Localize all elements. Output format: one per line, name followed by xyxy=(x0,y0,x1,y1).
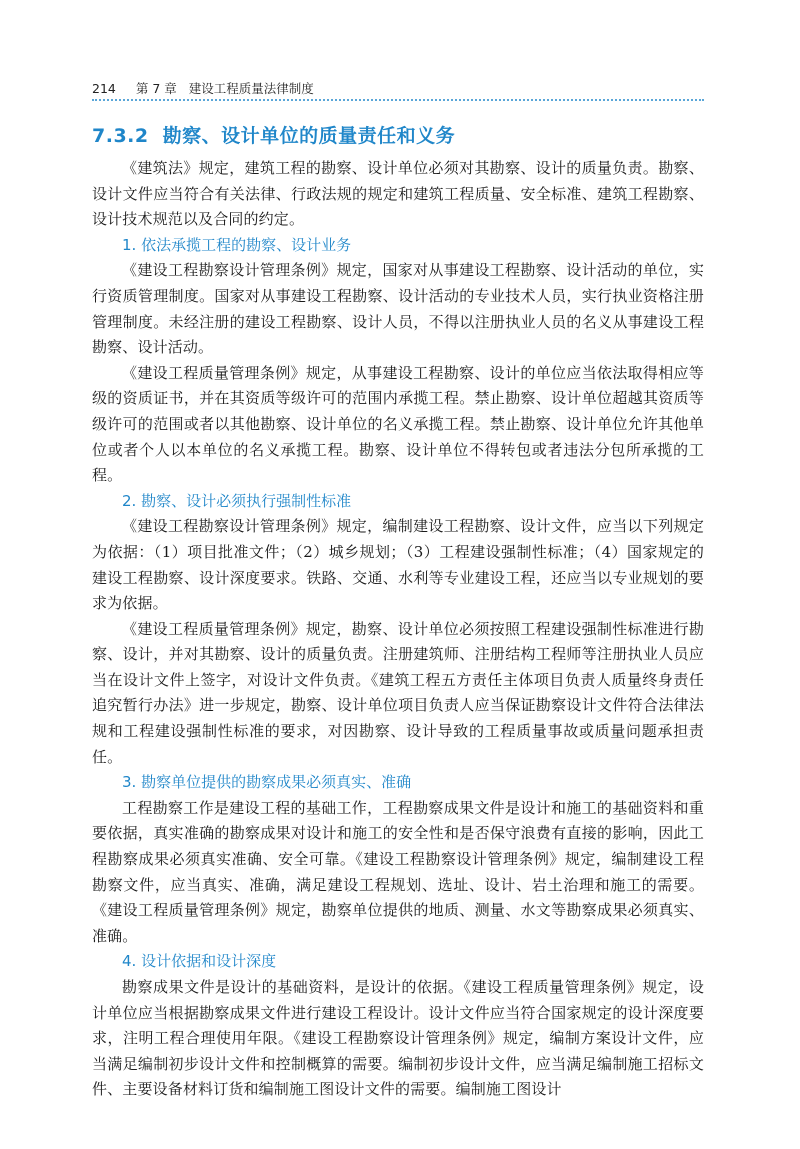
subsection-heading: 1. 依法承揽工程的勘察、设计业务 xyxy=(122,235,352,254)
section-heading xyxy=(92,121,704,148)
body-text xyxy=(92,156,704,1103)
subsection-heading: 4. 设计依据和设计深度 xyxy=(122,952,277,971)
running-header xyxy=(92,76,704,100)
page-number: 214 xyxy=(92,80,116,96)
subsection-heading: 2. 勘察、设计必须执行强制性标准 xyxy=(122,491,352,510)
paragraph: 勘察成果文件是设计的基础资料，是设计的依据。《建设工程质量管理条例》规定，设计单位应当根据勘察成果文件进行建设工程设计。设计文件应当符合国家规定的设计深度要求，注明工程合理使用年限。《建设工程勘察设计管理条例》规定，编制方案设计文件，应当满足编制初步设计文件和控制概算的需要。编制初步设计文件，应当满足编制施工招标文件、主要设备材料订货和编制施工图设计文件的需要。编制施工图设计 xyxy=(92,978,704,1099)
section-number: 7.3.2 xyxy=(92,125,149,147)
section-title: 勘察、设计单位的质量责任和义务 xyxy=(162,125,456,147)
subsection-heading: 3. 勘察单位提供的勘察成果必须真实、准确 xyxy=(122,773,412,792)
chapter-label: 第 7 章 xyxy=(135,81,177,96)
header-divider xyxy=(92,99,704,101)
paragraph: 《建设工程质量管理条例》规定，从事建设工程勘察、设计的单位应当依法取得相应等级的资质证书，并在其资质等级许可的范围内承揽工程。禁止勘察、设计单位超越其资质等级许可的范围或者以其他勘察、设计单位的名义承揽工程。禁止勘察、设计单位允许其他单位或者个人以本单位的名义承揽工程。勘察、设计单位不得转包或者违法分包所承揽的工程。 xyxy=(92,363,704,485)
paragraph: 《建设工程勘察设计管理条例》规定，国家对从事建设工程勘察、设计活动的单位，实行资质管理制度。国家对从事建设工程勘察、设计活动的专业技术人员，实行执业资格注册管理制度。未经注册的建设工程勘察、设计人员，不得以注册执业人员的名义从事建设工程勘察、设计活动。 xyxy=(92,261,704,357)
chapter-title: 建设工程质量法律制度 xyxy=(188,81,314,96)
paragraph: 工程勘察工作是建设工程的基础工作，工程勘察成果文件是设计和施工的基础资料和重要依据，真实准确的勘察成果对设计和施工的安全性和是否保守浪费有直接的影响，因此工程勘察成果必须真实准确、安全可靠。《建设工程勘察设计管理条例》规定，编制建设工程勘察文件，应当真实、准确，满足建设工程规划、选址、设计、岩土治理和施工的需要。《建设工程质量管理条例》规定，勘察单位提供的地质、测量、水文等勘察成果必须真实、准确。 xyxy=(92,798,704,945)
paragraph: 《建设工程质量管理条例》规定，勘察、设计单位必须按照工程建设强制性标准进行勘察、设计，并对其勘察、设计的质量负责。注册建筑师、注册结构工程师等注册执业人员应当在设计文件上签字，对设计文件负责。《建筑工程五方责任主体项目负责人质量终身责任追究暂行办法》进一步规定，勘察、设计单位项目负责人应当保证勘察设计文件符合法律法规和工程建设强制性标准的要求，对因勘察、设计导致的工程质量事故或质量问题承担责任。 xyxy=(92,619,704,766)
paragraph: 《建设工程勘察设计管理条例》规定，编制建设工程勘察、设计文件，应当以下列规定为依据：（1）项目批准文件；（2）城乡规划；（3）工程建设强制性标准；（4）国家规定的建设工程勘察、设计深度要求。铁路、交通、水利等专业建设工程，还应当以专业规划的要求为依据。 xyxy=(92,517,704,613)
paragraph: 《建筑法》规定，建筑工程的勘察、设计单位必须对其勘察、设计的质量负责。勘察、设计文件应当符合有关法律、行政法规的规定和建筑工程质量、安全标准、建筑工程勘察、设计技术规范以及合同的约定。 xyxy=(92,159,704,229)
